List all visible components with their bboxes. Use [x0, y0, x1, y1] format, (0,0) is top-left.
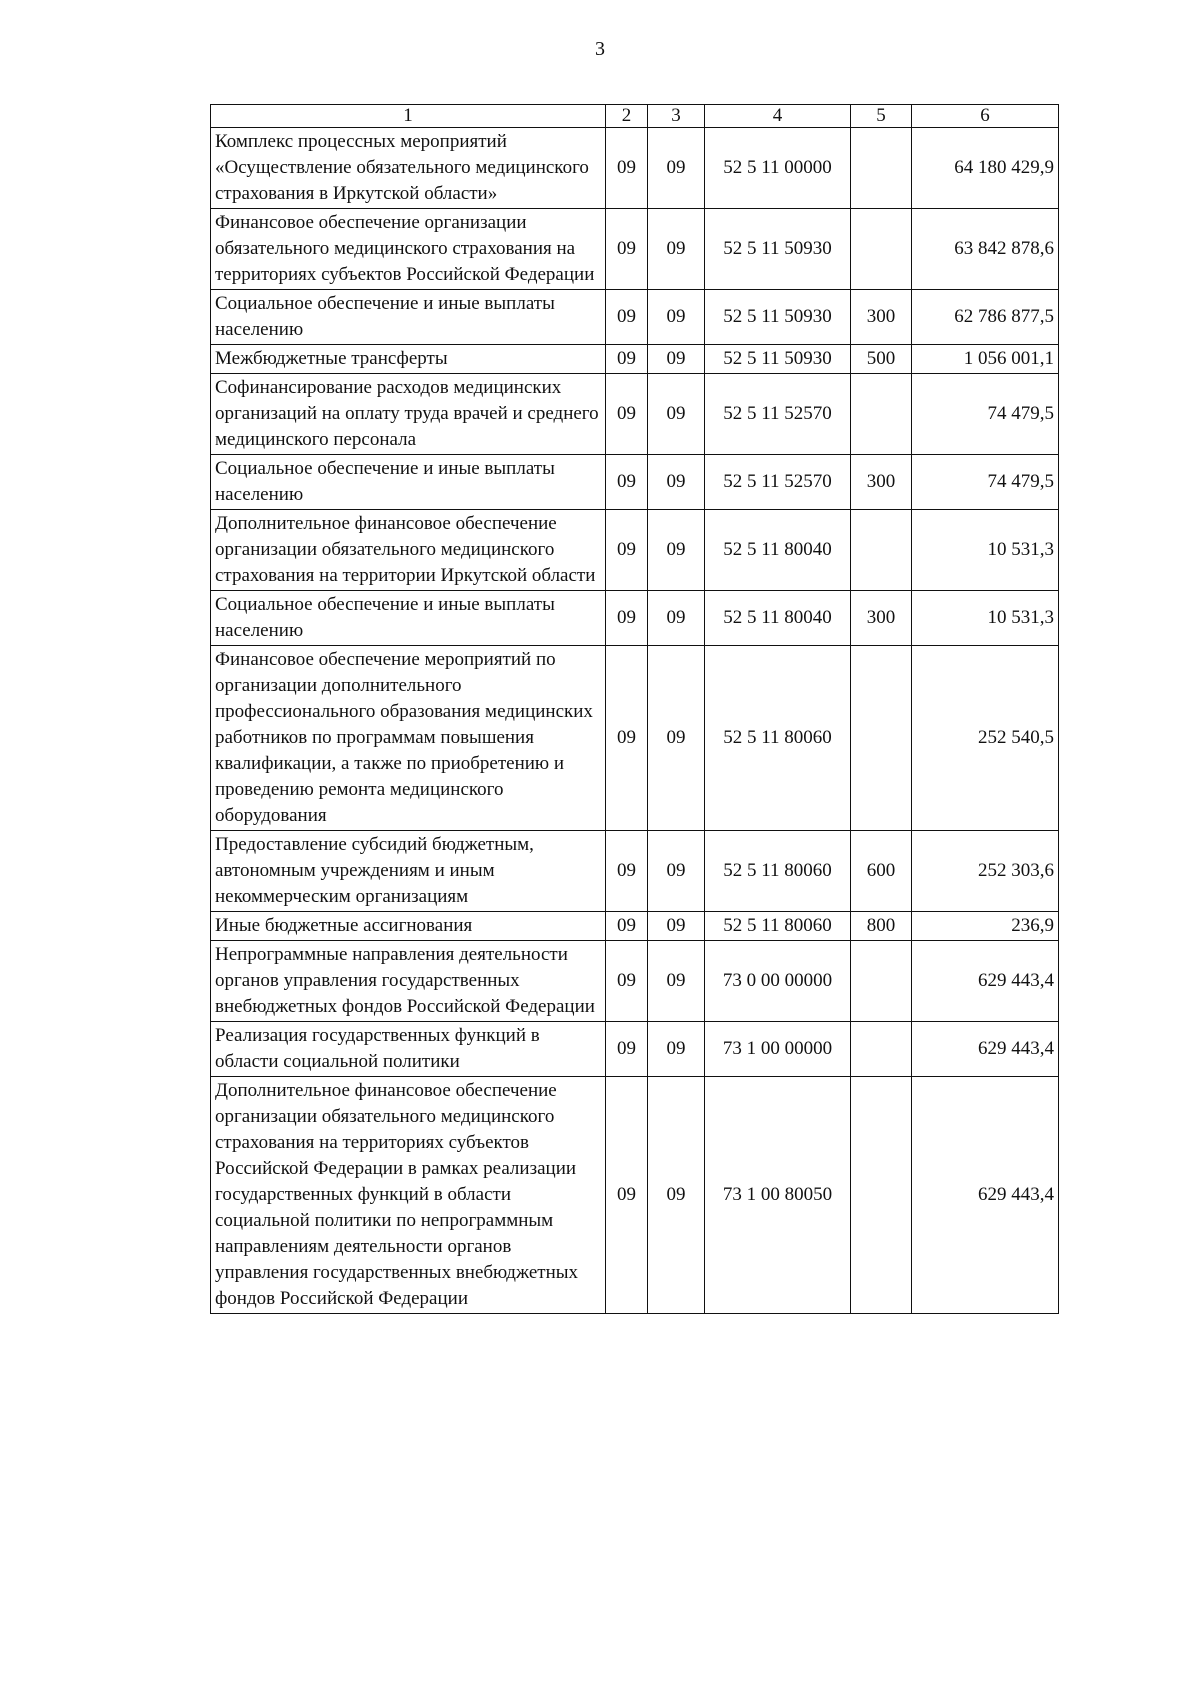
row-expense-type: 300	[851, 290, 912, 345]
row-subsection: 09	[648, 345, 705, 374]
row-name: Дополнительное финансовое обеспечение организации обязательного медицинского страхования на территориях субъектов Российской Федерации в рамках реализации государственных функций в области социальной политики по непрограммным направлениям деятельности органов управления государственных внебюджетных фондов Российской Федерации	[211, 1077, 606, 1314]
row-section: 09	[606, 290, 648, 345]
header-col-6: 6	[912, 105, 1059, 128]
row-subsection: 09	[648, 1022, 705, 1077]
row-amount: 63 842 878,6	[912, 209, 1059, 290]
row-section: 09	[606, 912, 648, 941]
row-name: Социальное обеспечение и иные выплаты населению	[211, 290, 606, 345]
row-section: 09	[606, 128, 648, 209]
row-expense-type	[851, 209, 912, 290]
table-row	[211, 1022, 1059, 1077]
table-row	[211, 455, 1059, 510]
row-name: Софинансирование расходов медицинских организаций на оплату труда врачей и среднего медицинского персонала	[211, 374, 606, 455]
row-target-article: 52 5 11 80060	[705, 831, 851, 912]
table-row	[211, 646, 1059, 831]
table-row	[211, 1077, 1059, 1314]
row-name: Реализация государственных функций в области социальной политики	[211, 1022, 606, 1077]
table-row	[211, 209, 1059, 290]
row-subsection: 09	[648, 1077, 705, 1314]
row-subsection: 09	[648, 591, 705, 646]
row-target-article: 52 5 11 80060	[705, 646, 851, 831]
row-name: Дополнительное финансовое обеспечение организации обязательного медицинского страхования на территории Иркутской области	[211, 510, 606, 591]
table-row	[211, 831, 1059, 912]
row-section: 09	[606, 1022, 648, 1077]
row-section: 09	[606, 941, 648, 1022]
header-col-5: 5	[851, 105, 912, 128]
table-row	[211, 912, 1059, 941]
row-expense-type: 300	[851, 455, 912, 510]
row-expense-type	[851, 1022, 912, 1077]
row-amount: 252 303,6	[912, 831, 1059, 912]
row-amount: 236,9	[912, 912, 1059, 941]
table-body	[211, 128, 1059, 1314]
row-target-article: 52 5 11 52570	[705, 455, 851, 510]
row-amount: 629 443,4	[912, 1077, 1059, 1314]
row-subsection: 09	[648, 941, 705, 1022]
row-target-article: 52 5 11 50930	[705, 290, 851, 345]
row-section: 09	[606, 455, 648, 510]
row-amount: 74 479,5	[912, 455, 1059, 510]
row-name: Иные бюджетные ассигнования	[211, 912, 606, 941]
row-amount: 64 180 429,9	[912, 128, 1059, 209]
row-subsection: 09	[648, 510, 705, 591]
row-target-article: 73 1 00 80050	[705, 1077, 851, 1314]
table-row	[211, 510, 1059, 591]
row-target-article: 52 5 11 52570	[705, 374, 851, 455]
row-target-article: 73 0 00 00000	[705, 941, 851, 1022]
row-target-article: 52 5 11 50930	[705, 345, 851, 374]
row-section: 09	[606, 646, 648, 831]
table-row	[211, 345, 1059, 374]
row-expense-type	[851, 128, 912, 209]
row-amount: 252 540,5	[912, 646, 1059, 831]
row-name: Финансовое обеспечение мероприятий по организации дополнительного профессионального образования медицинских работников по программам повышения квалификации, а также по приобретению и проведению ремонта медицинского оборудования	[211, 646, 606, 831]
row-expense-type: 800	[851, 912, 912, 941]
table-row	[211, 374, 1059, 455]
row-expense-type	[851, 510, 912, 591]
row-subsection: 09	[648, 912, 705, 941]
row-subsection: 09	[648, 209, 705, 290]
row-subsection: 09	[648, 831, 705, 912]
row-name: Предоставление субсидий бюджетным, автономным учреждениям и иным некоммерческим организациям	[211, 831, 606, 912]
row-expense-type: 600	[851, 831, 912, 912]
row-expense-type	[851, 941, 912, 1022]
row-expense-type	[851, 646, 912, 831]
row-target-article: 52 5 11 80040	[705, 510, 851, 591]
row-amount: 74 479,5	[912, 374, 1059, 455]
table-row	[211, 941, 1059, 1022]
header-col-3: 3	[648, 105, 705, 128]
row-subsection: 09	[648, 128, 705, 209]
row-section: 09	[606, 831, 648, 912]
row-subsection: 09	[648, 455, 705, 510]
table-row	[211, 591, 1059, 646]
row-section: 09	[606, 209, 648, 290]
row-amount: 1 056 001,1	[912, 345, 1059, 374]
row-subsection: 09	[648, 290, 705, 345]
header-col-2: 2	[606, 105, 648, 128]
row-amount: 629 443,4	[912, 1022, 1059, 1077]
row-target-article: 52 5 11 80040	[705, 591, 851, 646]
row-subsection: 09	[648, 374, 705, 455]
row-section: 09	[606, 591, 648, 646]
row-expense-type	[851, 374, 912, 455]
row-name: Финансовое обеспечение организации обязательного медицинского страхования на территориях субъектов Российской Федерации	[211, 209, 606, 290]
row-section: 09	[606, 345, 648, 374]
budget-table	[210, 104, 1059, 1314]
row-name: Социальное обеспечение и иные выплаты населению	[211, 591, 606, 646]
row-subsection: 09	[648, 646, 705, 831]
row-name: Комплекс процессных мероприятий «Осуществление обязательного медицинского страхования в Иркутской области»	[211, 128, 606, 209]
row-expense-type: 500	[851, 345, 912, 374]
header-col-1: 1	[211, 105, 606, 128]
row-section: 09	[606, 1077, 648, 1314]
row-amount: 10 531,3	[912, 591, 1059, 646]
row-target-article: 52 5 11 50930	[705, 209, 851, 290]
row-expense-type	[851, 1077, 912, 1314]
table-row	[211, 290, 1059, 345]
row-target-article: 73 1 00 00000	[705, 1022, 851, 1077]
row-expense-type: 300	[851, 591, 912, 646]
row-target-article: 52 5 11 80060	[705, 912, 851, 941]
table-row	[211, 128, 1059, 209]
row-amount: 629 443,4	[912, 941, 1059, 1022]
row-section: 09	[606, 374, 648, 455]
header-col-4: 4	[705, 105, 851, 128]
table-header-row	[211, 105, 1059, 128]
row-target-article: 52 5 11 00000	[705, 128, 851, 209]
row-amount: 62 786 877,5	[912, 290, 1059, 345]
row-name: Социальное обеспечение и иные выплаты населению	[211, 455, 606, 510]
row-amount: 10 531,3	[912, 510, 1059, 591]
row-name: Непрограммные направления деятельности органов управления государственных внебюджетных фондов Российской Федерации	[211, 941, 606, 1022]
row-name: Межбюджетные трансферты	[211, 345, 606, 374]
page-number: 3	[595, 38, 605, 60]
row-section: 09	[606, 510, 648, 591]
